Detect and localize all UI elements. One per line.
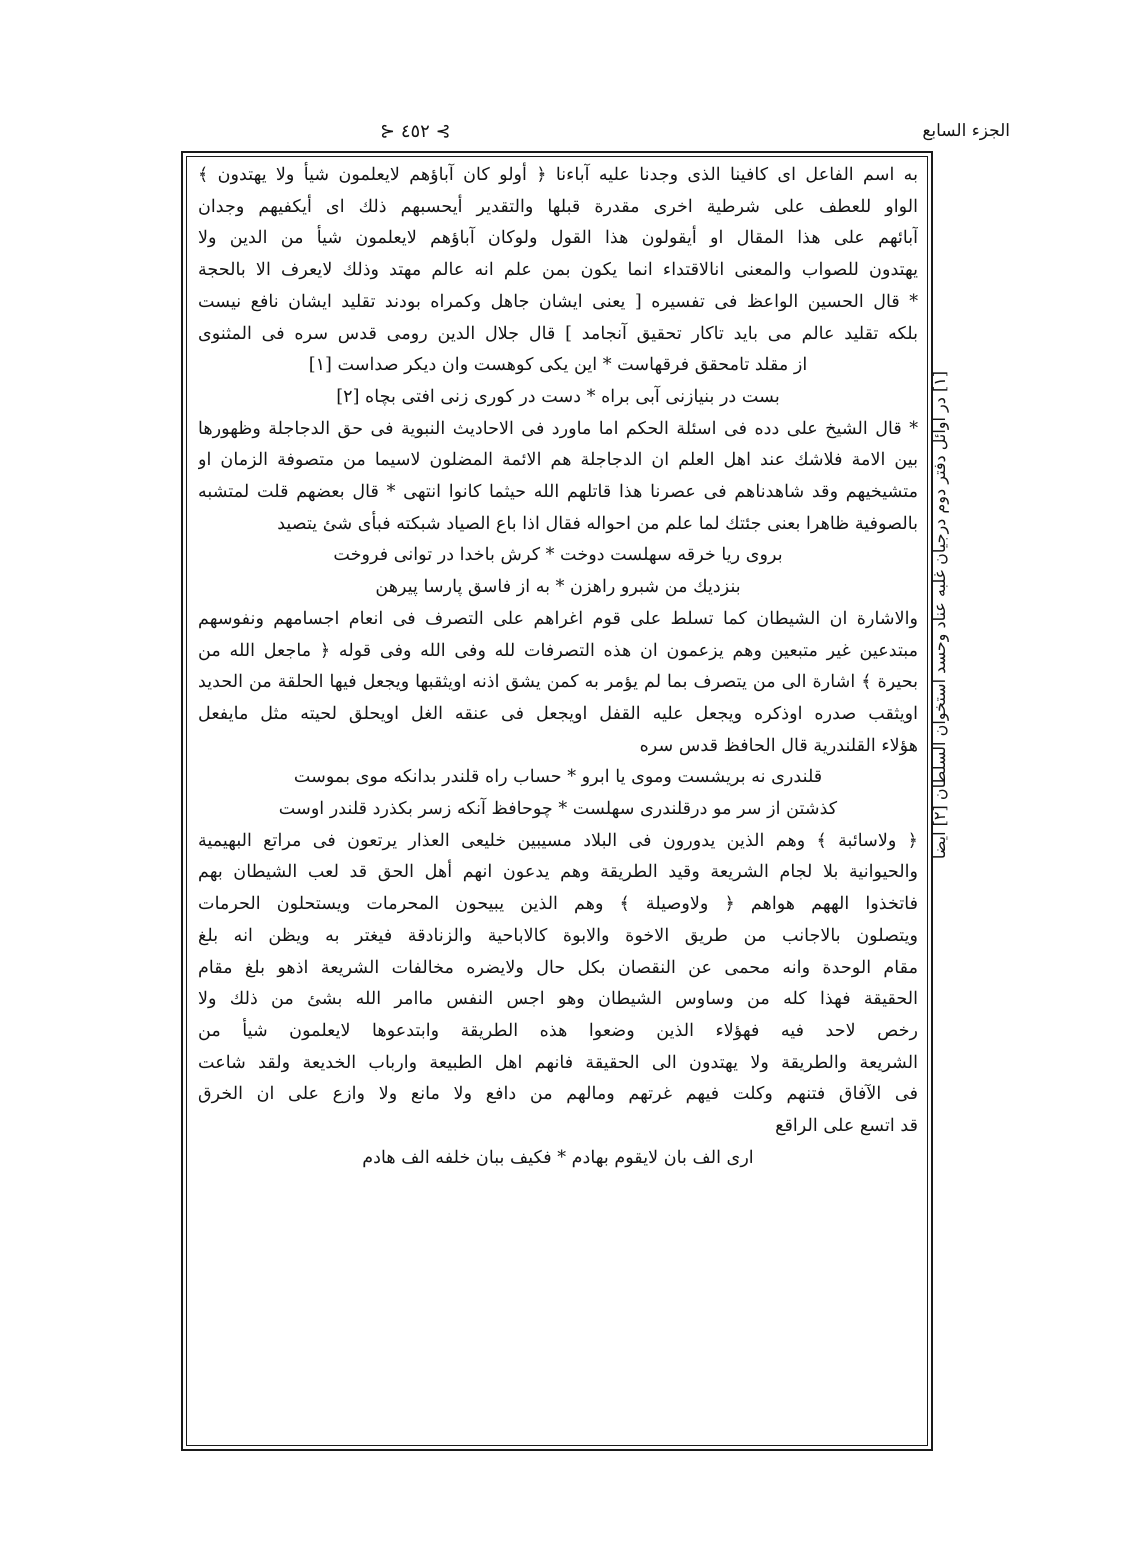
text-line: مبتدعين غير متبعين وهم يزعمون ان هذه التصرفات لله وفى الله وفى قوله ﴿ ماجعل الله من xyxy=(198,640,918,661)
verse-line: از مقلد تامحقق فرقهاست * اين يكى كوهست وان ديكر صداست [١] xyxy=(308,355,808,376)
page-number: ⊱ ٤٥٢ ⊰ xyxy=(380,120,451,142)
text-line: الحقيقة فهذا كله من وساوس الشيطان وهو اجس النفس ماامر الله بشئ من ذلك ولا xyxy=(198,989,918,1010)
text-line: ﴿ ولاسائبة ﴾ وهم الذين يدورون فى البلاد مسيبين خليعى العذار يرتعون فى مراتع البهيمية xyxy=(198,830,918,851)
text-line: الواو للعطف على شرطية اخرى مقدرة قبلها والتقدير أيحسبهم ذلك اى أيكفيهم وجدان xyxy=(198,196,918,217)
text-line: متشيخيهم وقد شاهدناهم فى عصرنا هذا قاتلهم الله حيثما كانوا انتهى * قال بعضهم قلت لمتشبه xyxy=(198,482,918,503)
text-line: والحيوانية بلا لجام الشريعة وقيد الطريقة وهم يدعون انهم أهل الحق قد لعب الشيطان بهم xyxy=(198,862,918,883)
text-line: فاتخذوا الههم هواهم ﴿ ولاوصيلة ﴾ وهم الذين يبيحون المحرمات ويستحلون الحرمات xyxy=(198,894,918,915)
text-line: يهتدون للصواب والمعنى انالاقتداء انما يكون بمن علم انه عالم مهتد وذلك لايعرف الا بالحجة xyxy=(198,260,918,281)
text-line: * قال الشيخ على دده فى اسئلة الحكم اما ماورد فى الاحاديث النبوية فى حق الدجاجلة وظهورها xyxy=(198,418,918,439)
text-line: مقام الوحدة وانه محمى عن النقصان بكل حال ولايضره مخالفات الشريعة اذهو بلغ مقام xyxy=(198,957,918,978)
page-header xyxy=(180,118,1010,144)
ornament-right: ⊰ xyxy=(380,120,396,142)
margin-note: [١] در اوائل دفتر دوم درجيان غلبه عناد وحسد استخوان السلطان [٢] ايضا xyxy=(930,370,949,860)
part-title: الجزء السابع xyxy=(922,121,1010,141)
verse-line: بست در بنيازنى آبى براه * دست در كورى زنى افتى بچاه [٢] xyxy=(336,386,780,407)
text-line: بالصوفية ظاهرا بعنى جئتك لما علم من احواله فقال اذا باع الصياد شبكته فبأى شئ يتصيد xyxy=(277,513,918,534)
text-line: والاشارة ان الشيطان كما تسلط على قوم اغراهم على التصرف فى انعام اجسامهم ونفوسهم xyxy=(198,608,918,629)
text-line: قد اتسع على الراقع xyxy=(775,1116,918,1137)
verse-line: بنزديك من شبرو راهزن * به از فاسق پارسا پيرهن xyxy=(375,577,741,598)
text-line: اويثقب صدره اوذكره ويجعل عليه القفل اويجعل فى عنقه الغل اويحلق لحيته مثل مايفعل xyxy=(198,703,918,724)
text-line: رخص لاحد فيه فهؤلاء الذين وضعوا هذه الطريقة وابتدعوها لايعلمون شيأ من xyxy=(198,1020,918,1041)
main-text xyxy=(198,160,918,1440)
text-line: * قال الحسين الواعظ فى تفسيره [ يعنى ايشان جاهل وكمراه بودند تقليد ايشان نافع نيست xyxy=(198,291,918,312)
text-line: هؤلاء القلندرية قال الحافظ قدس سره xyxy=(639,735,918,756)
verse-line: ارى الف بان لايقوم بهادم * فكيف ببان خلفه الف هادم xyxy=(362,1147,754,1168)
text-line: فى الآفاق فتنهم وكلت فيهم غرتهم ومالهم من دافع ولا مانع ولا وازع على ان الخرق xyxy=(198,1084,918,1105)
text-line: بلكه تقليد عالم مى بايد تاكار تحقيق آنجامد ] قال جلال الدين رومى قدس سره فى المثنوى xyxy=(198,323,918,344)
text-line: به اسم الفاعل اى كافينا الذى وجدنا عليه آباءنا ﴿ أولو كان آباؤهم لايعلمون شيأ ولا يهتدون ﴾ xyxy=(198,165,918,185)
verse-line: بروى ريا خرقه سهلست دوخت * كرش باخدا در توانى فروخت xyxy=(333,545,783,566)
verse-line: كذشتن از سر مو درقلندرى سهلست * چوحافظ آنكه زسر بكذرد قلندر اوست xyxy=(278,799,838,820)
text-line: آبائهم على هذا المقال او أيقولون هذا القول ولوكان آباؤهم لايعلمون شيأ من الدين ولا xyxy=(198,228,918,249)
ornament-left: ⊱ xyxy=(435,120,451,142)
text-line: بين الامة فلاشك عند اهل العلم ان الدجاجلة هم الائمة المضلون لاسيما من متصوفة الزمان او xyxy=(198,450,918,471)
verse-line: قلندرى نه بريشست وموى يا ابرو * حساب راه قلندر بدانكه موى بموست xyxy=(293,767,823,788)
text-line: بحيرة ﴾ اشارة الى من يتصرف بما لم يؤمر به كمن يشق اذنه اويثقبها ويجعل فيها الحلقة من الحديد xyxy=(198,672,918,693)
text-line: ويتصلون بالاجانب من طريق الاخوة والابوة كالاباحية والزنادقة فيغتر به ويظن انه بلغ xyxy=(198,925,918,946)
text-line: الشريعة والطريقة ولا يهتدون الى الحقيقة فانهم اهل الطبيعة وارباب الخديعة ولقد شاعت xyxy=(198,1052,918,1073)
